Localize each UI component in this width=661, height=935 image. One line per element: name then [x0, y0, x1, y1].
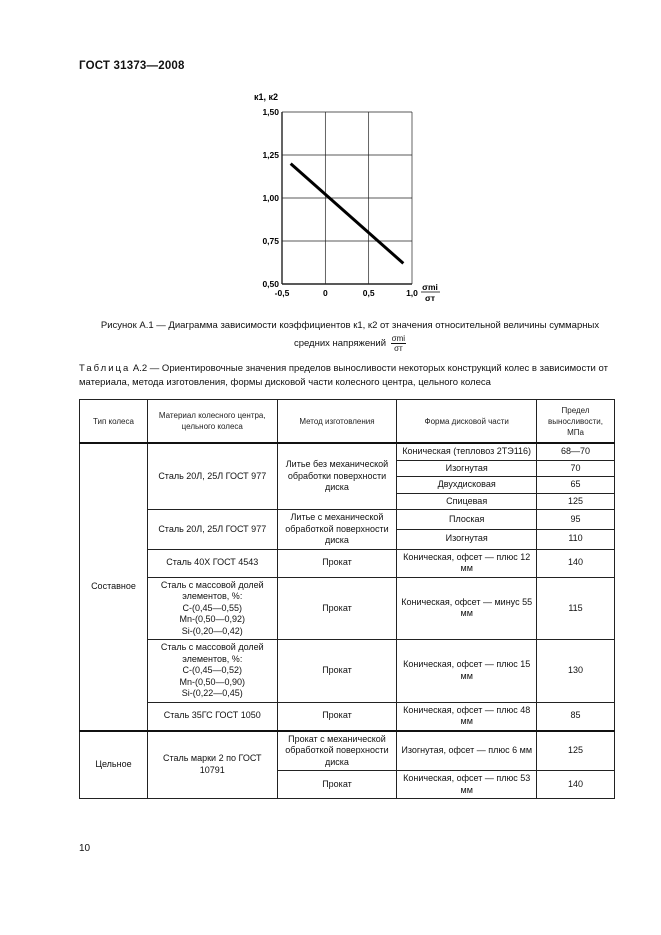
cell-material: Сталь 20Л, 25Л ГОСТ 977 — [147, 510, 277, 550]
cell-value: 130 — [537, 640, 615, 703]
cell-value: 125 — [537, 493, 615, 510]
table-row — [80, 702, 615, 731]
table-row — [80, 443, 615, 460]
x-tick-label: 1,0 — [406, 288, 418, 298]
table-title-label: Таблица — [79, 363, 131, 374]
cell-form: Коническая, офсет — плюс 53 мм — [397, 771, 537, 799]
caption-fraction-numerator: σmi — [391, 334, 406, 343]
header-method: Метод изготовления — [277, 400, 397, 444]
header-wheel-type: Тип колеса — [80, 400, 148, 444]
y-axis-label: к1, к2 — [254, 92, 279, 102]
cell-value: 140 — [537, 771, 615, 799]
x-tick-label: -0,5 — [274, 288, 290, 298]
cell-material — [147, 577, 277, 640]
cell-type-solid: Цельное — [80, 731, 148, 799]
cell-value: 115 — [537, 577, 615, 640]
material-line: Mn-(0,50—0,92) — [179, 614, 246, 624]
cell-method: Прокат — [277, 771, 397, 799]
material-line: С-(0,45—0,55) — [182, 602, 243, 613]
material-line: Сталь с массовой долей элементов, %: — [160, 579, 264, 601]
cell-material: Сталь 35ГС ГОСТ 1050 — [147, 702, 277, 731]
cell-method: Литье с механической обработкой поверхности диска — [277, 510, 397, 550]
table-header-row — [80, 400, 615, 444]
cell-form: Плоская — [397, 510, 537, 530]
y-tick-label: 1,00 — [262, 193, 279, 203]
material-line: Mn-(0,50—0,90) — [179, 676, 246, 687]
cell-material — [147, 640, 277, 703]
cell-method: Прокат — [277, 640, 397, 703]
cell-form: Коническая, офсет — плюс 15 мм — [397, 640, 537, 703]
table-title — [79, 362, 619, 389]
cell-form: Изогнутая — [397, 529, 537, 549]
caption-line-2-text: средних напряжений — [293, 338, 387, 350]
cell-form: Коническая, офсет — минус 55 мм — [397, 577, 537, 640]
cell-method: Литье без механической обработки поверхности диска — [277, 443, 397, 510]
cell-value: 70 — [537, 460, 615, 477]
cell-form: Коническая, офсет — плюс 12 мм — [397, 549, 537, 577]
cell-form: Двухдисковая — [397, 477, 537, 494]
caption-line-2 — [70, 334, 630, 353]
cell-form: Спицевая — [397, 493, 537, 510]
document-header: ГОСТ 31373—2008 — [79, 60, 185, 72]
cell-value: 65 — [537, 477, 615, 494]
table-row — [80, 549, 615, 577]
table-row — [80, 731, 615, 771]
series-line-k — [291, 164, 404, 264]
y-tick-label: 1,50 — [262, 107, 279, 117]
cell-value: 125 — [537, 731, 615, 771]
table-row — [80, 577, 615, 640]
x-tick-label: 0 — [322, 288, 328, 298]
table-title-text: А.2 — Ориентировочные значения пределов выносливости некоторых конструкций колес в зависимости от материала, метода изготовления, формы дисковой части колесного центра, цельного колеса — [79, 363, 608, 388]
coefficient-chart — [240, 84, 450, 314]
cell-form: Коническая (тепловоз 2ТЭ116) — [397, 443, 537, 460]
header-endurance-limit: Предел выносливости, МПа — [537, 400, 615, 444]
cell-value: 85 — [537, 702, 615, 731]
y-tick-label: 1,25 — [262, 150, 279, 160]
cell-material: Сталь марки 2 по ГОСТ 10791 — [147, 731, 277, 799]
header-material: Материал колесного центра, цельного колеса — [147, 400, 277, 444]
material-line: Сталь с массовой долей элементов, %: — [160, 642, 264, 664]
y-tick-label: 0,50 — [262, 279, 279, 289]
cell-method: Прокат — [277, 549, 397, 577]
page-number: 10 — [79, 843, 91, 854]
material-line: Si-(0,20—0,42) — [181, 625, 243, 636]
cell-form: Коническая, офсет — плюс 48 мм — [397, 702, 537, 731]
cell-value: 68—70 — [537, 443, 615, 460]
caption-line-1: Рисунок А.1 — Диаграмма зависимости коэффициентов к1, к2 от значения относительной величины суммарных — [100, 320, 600, 331]
cell-form: Изогнутая, офсет — плюс 6 мм — [397, 731, 537, 771]
caption-fraction — [391, 334, 406, 353]
cell-value: 95 — [537, 510, 615, 530]
cell-method: Прокат с механической обработкой поверхности диска — [277, 731, 397, 771]
cell-type-composite: Составное — [80, 443, 148, 731]
table-row — [80, 640, 615, 703]
material-line: С-(0,45—0,52) — [182, 665, 243, 675]
x-tick-label: 0,5 — [362, 288, 375, 298]
endurance-limits-table — [79, 399, 615, 799]
y-tick-label: 0,75 — [262, 236, 279, 246]
x-axis-label-denominator: σт — [425, 293, 435, 303]
figure-caption — [70, 318, 630, 353]
cell-value: 140 — [537, 549, 615, 577]
cell-value: 110 — [537, 529, 615, 549]
material-line: Si-(0,22—0,45) — [181, 688, 243, 698]
header-disc-form: Форма дисковой части — [397, 400, 537, 444]
table-row — [80, 510, 615, 530]
caption-fraction-denominator: σт — [394, 344, 403, 353]
cell-form: Изогнутая — [397, 460, 537, 477]
cell-method: Прокат — [277, 702, 397, 731]
cell-material: Сталь 20Л, 25Л ГОСТ 977 — [147, 443, 277, 510]
cell-material: Сталь 40Х ГОСТ 4543 — [147, 549, 277, 577]
cell-method: Прокат — [277, 577, 397, 640]
x-axis-label-numerator: σmi — [422, 282, 438, 292]
